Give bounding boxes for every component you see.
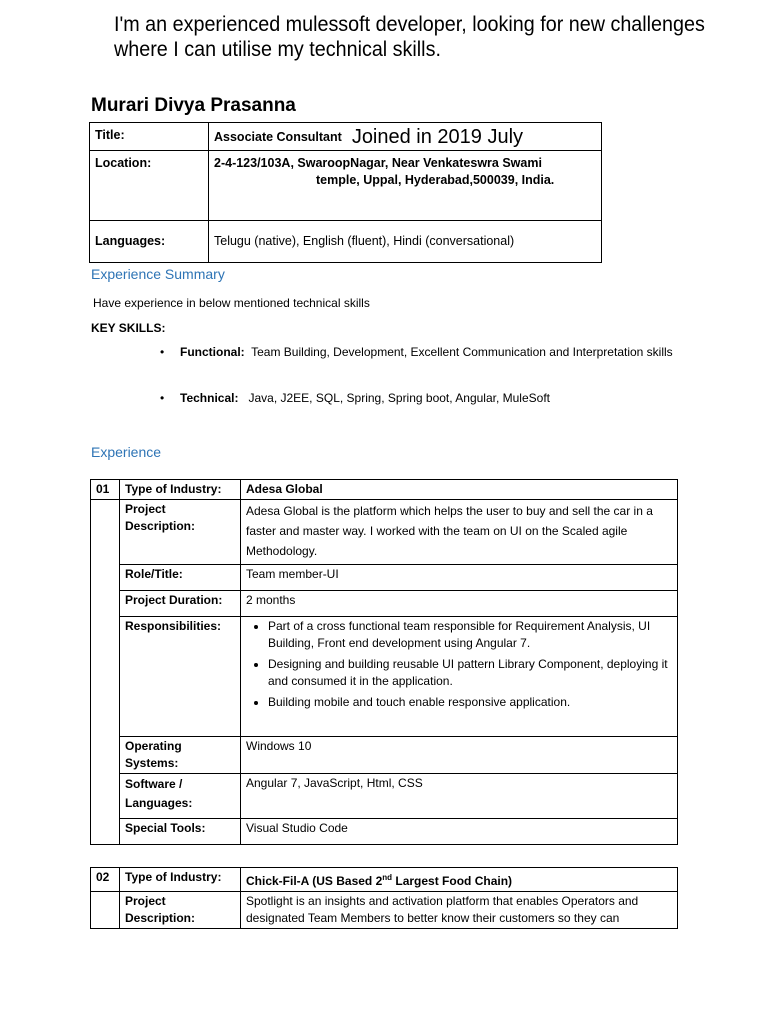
joined-note: Joined in 2019 July bbox=[351, 126, 524, 148]
candidate-name: Murari Divya Prasanna bbox=[91, 95, 296, 116]
description-label: Project Description: bbox=[120, 500, 241, 565]
project-1-table bbox=[90, 479, 678, 845]
description-value: Adesa Global is the platform which helps the user to buy and sell the car in a faster and master way. I worked with the team on UI on the Scaled agile Methodology. bbox=[241, 500, 678, 565]
location-label: Location: bbox=[90, 151, 209, 221]
number-column-filler bbox=[91, 892, 120, 929]
key-skills-label: KEY SKILLS: bbox=[91, 321, 166, 335]
software-label: Software / Languages: bbox=[120, 774, 241, 819]
responsibility-item: • Building mobile and touch enable responsive application. bbox=[268, 694, 672, 711]
responsibility-item: • Part of a cross functional team responsible for Requirement Analysis, UI Building, Front end development using Angular 7. bbox=[268, 618, 672, 652]
industry-label: Type of Industry: bbox=[120, 480, 241, 500]
number-column-filler bbox=[91, 500, 120, 845]
languages-value: Telugu (native), English (fluent), Hindi (conversational) bbox=[209, 221, 602, 263]
profile-info-table bbox=[89, 122, 602, 263]
industry-value-part-1: Chick-Fil-A (US Based 2 bbox=[246, 874, 383, 888]
technical-skill-item bbox=[160, 390, 700, 410]
industry-value-part-2: Largest Food Chain) bbox=[392, 874, 513, 888]
location-value bbox=[209, 151, 602, 221]
description-label: Project Description: bbox=[120, 892, 241, 929]
location-line-1: 2-4-123/103A, SwaroopNagar, Near Venkateswra Swami bbox=[214, 156, 542, 170]
technical-label: Technical: bbox=[180, 391, 239, 405]
bullet-icon: • bbox=[160, 345, 165, 359]
languages-label: Languages: bbox=[90, 221, 209, 263]
tools-label: Special Tools: bbox=[120, 819, 241, 845]
functional-label: Functional: bbox=[180, 345, 245, 359]
skills-intro: Have experience in below mentioned technical skills bbox=[93, 296, 370, 310]
career-objective: I'm an experienced mulessoft developer, looking for new challenges where I can utilise my technical skills. bbox=[114, 13, 705, 61]
responsibilities-label: Responsibilities: bbox=[120, 617, 241, 737]
title-cell bbox=[209, 123, 602, 151]
responsibilities-value bbox=[241, 617, 678, 737]
os-label: Operating Systems: bbox=[120, 737, 241, 774]
experience-heading: Experience bbox=[91, 444, 162, 460]
duration-value: 2 months bbox=[241, 591, 678, 617]
title-value: Associate Consultant bbox=[214, 130, 342, 144]
title-label: Title: bbox=[90, 123, 209, 151]
responsibility-item: • Designing and building reusable UI pattern Library Component, deploying it and consumed it in the application. bbox=[268, 656, 672, 690]
project-2-table bbox=[90, 867, 678, 929]
role-value: Team member-UI bbox=[241, 565, 678, 591]
software-value: Angular 7, JavaScript, Html, CSS bbox=[241, 774, 678, 819]
os-value: Windows 10 bbox=[241, 737, 678, 774]
technical-value: Java, J2EE, SQL, Spring, Spring boot, Angular, MuleSoft bbox=[248, 391, 550, 405]
functional-value: Team Building, Development, Excellent Communication and Interpretation skills bbox=[251, 345, 673, 359]
description-value: Spotlight is an insights and activation platform that enables Operators and designated Team Members to better know their customers so they can bbox=[241, 892, 678, 929]
duration-label: Project Duration: bbox=[120, 591, 241, 617]
location-line-2: temple, Uppal, Hyderabad,500039, India. bbox=[316, 173, 555, 187]
role-label: Role/Title: bbox=[120, 565, 241, 591]
functional-skill-item bbox=[160, 344, 700, 384]
project-number: 02 bbox=[91, 868, 120, 892]
industry-superscript: nd bbox=[382, 873, 393, 882]
industry-label: Type of Industry: bbox=[120, 868, 241, 892]
bullet-icon: • bbox=[160, 391, 165, 405]
experience-summary-heading: Experience Summary bbox=[91, 266, 225, 282]
industry-value: Adesa Global bbox=[241, 480, 678, 500]
industry-value bbox=[241, 868, 678, 892]
tools-value: Visual Studio Code bbox=[241, 819, 678, 845]
responsibilities-list bbox=[246, 618, 672, 711]
project-number: 01 bbox=[91, 480, 120, 500]
